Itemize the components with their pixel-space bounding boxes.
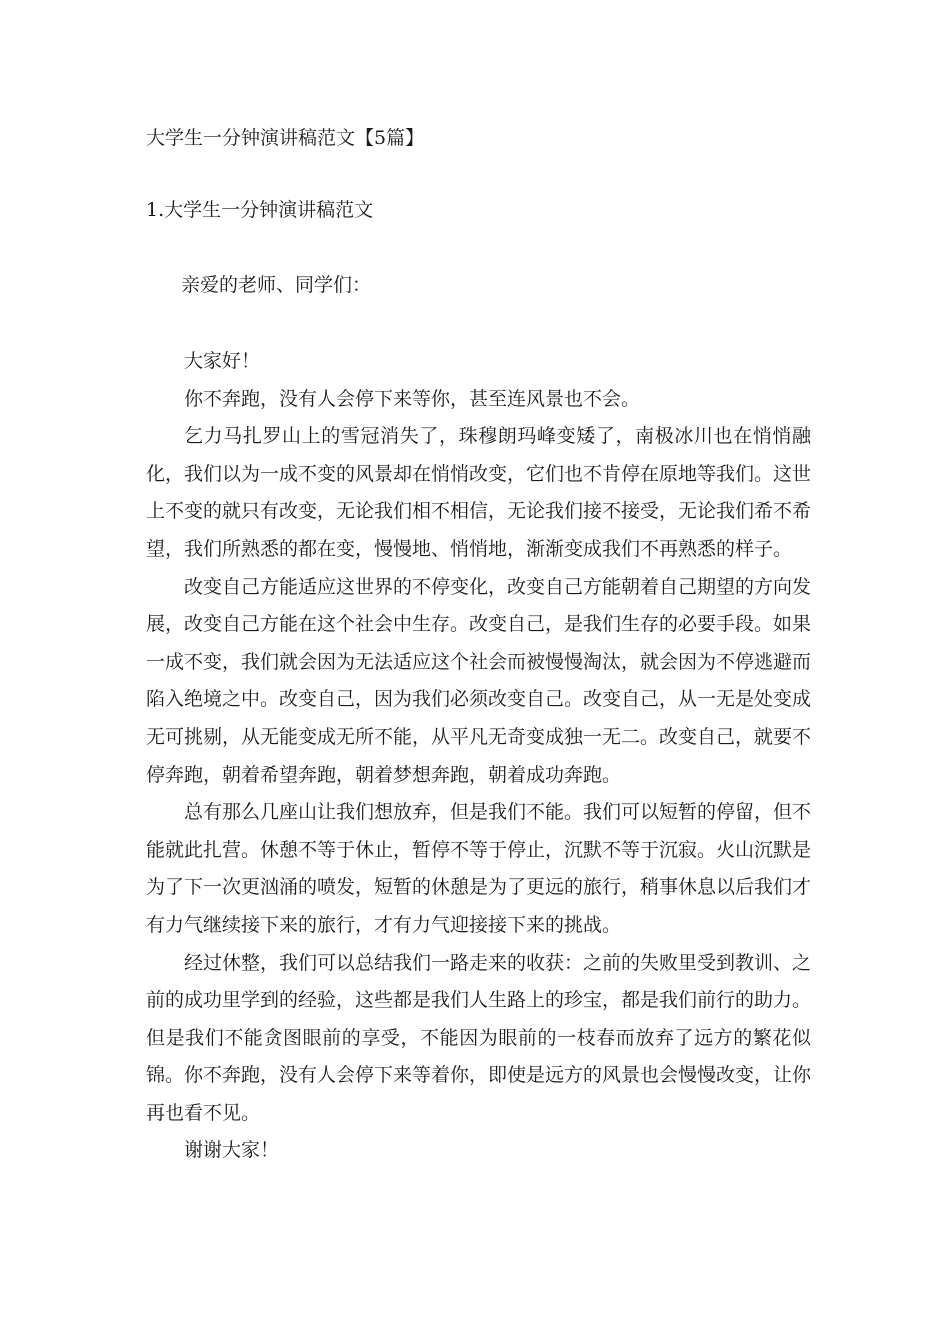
document-title: 大学生一分钟演讲稿范文【5篇】 xyxy=(146,127,425,149)
salutation: 亲爱的老师、同学们： xyxy=(181,274,372,296)
paragraph: 你不奔跑，没有人会停下来等你，甚至连风景也不会。 xyxy=(184,387,641,410)
paragraph: 改变自己方能适应这世界的不停变化，改变自己方能朝着自己期望的方向发展，改变自己方能在这个社会中生存。改变自己，是我们生存的必要手段。如果一成不变，我们就会因为无法适应这个社会而被慢慢淘汰，就会因为不停逃避而陷入绝境之中。改变自己，因为我们必须改变自己。改变自己，从一无是处变成无可挑剔，从无能变成无所不能，从平凡无奇变成独一无二。改变自己，就要不停奔跑，朝着希望奔跑，朝着梦想奔跑，朝着成功奔跑。 xyxy=(146,575,812,786)
speech-body xyxy=(146,343,811,1170)
paragraph-greeting: 大家好！ xyxy=(184,350,261,372)
paragraph: 经过休整，我们可以总结我们一路走来的收获：之前的失败里受到教训、之前的成功里学到的经验，这些都是我们人生路上的珍宝，都是我们前行的助力。但是我们不能贪图眼前的享受，不能因为眼前的一枝春而放弃了远方的繁花似锦。你不奔跑，没有人会停下来等着你，即使是远方的风景也会慢慢改变，让你再也看不见。 xyxy=(146,951,812,1124)
section-heading: 1.大学生一分钟演讲稿范文 xyxy=(146,199,374,221)
paragraph: 乞力马扎罗山上的雪冠消失了，珠穆朗玛峰变矮了，南极冰川也在悄悄融化，我们以为一成不变的风景却在悄悄改变，它们也不肯停在原地等我们。这世上不变的就只有改变，无论我们相不相信，无论我们接不接受，无论我们希不希望，我们所熟悉的都在变，慢慢地、悄悄地，渐渐变成我们不再熟悉的样子。 xyxy=(146,425,812,560)
paragraph: 总有那么几座山让我们想放弃，但是我们不能。我们可以短暂的停留，但不能就此扎营。休憩不等于休止，暂停不等于停止，沉默不等于沉寂。火山沉默是为了下一次更汹涌的喷发，短暂的休憩是为了更远的旅行，稍事休息以后我们才有力气继续接下来的旅行，才有力气迎接接下来的挑战。 xyxy=(146,801,812,936)
paragraph-closing: 谢谢大家！ xyxy=(184,1139,280,1162)
